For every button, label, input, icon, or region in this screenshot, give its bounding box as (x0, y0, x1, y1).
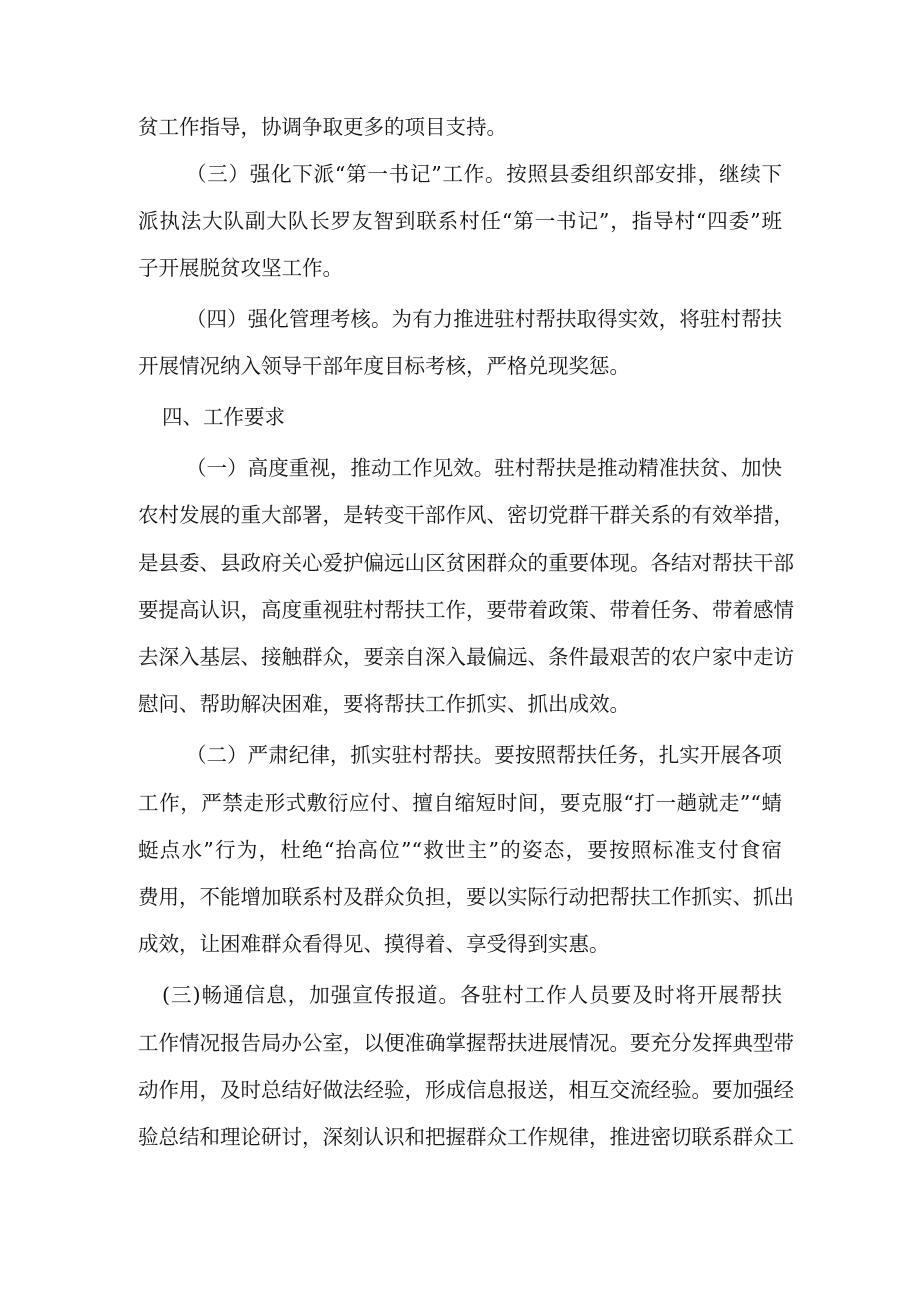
text-line: （三）强化下派“第一书记”工作。按照县委组织部安排，继续下 (186, 162, 782, 186)
text-line: 农村发展的重大部署，是转变干部作风、密切党群干群关系的有效举措， (138, 503, 794, 527)
section-heading: 四、工作要求 (162, 405, 285, 429)
text-line: （二）严肃纪律，抓实驻村帮扶。要按照帮扶任务，扎实开展各项 (186, 743, 782, 767)
text-line: 贫工作指导，协调争取更多的项目支持。 (138, 115, 507, 139)
text-line: （一）高度重视，推动工作见效。驻村帮扶是推动精准扶贫、加快 (186, 456, 782, 480)
text-line: 工作情况报告局办公室，以便准确掌握帮扶进展情况。要充分发挥典型带 (138, 1031, 794, 1055)
text-line: 开展情况纳入领导干部年度目标考核，严格兑现奖惩。 (138, 354, 630, 378)
text-line: 验总结和理论研讨，深刻认识和把握群众工作规律，推进密切联系群众工 (138, 1125, 794, 1149)
text-line: 成效，让困难群众看得见、摸得着、享受得到实惠。 (138, 932, 610, 956)
text-line: 动作用，及时总结好做法经验，形成信息报送，相互交流经验。要加强经 (138, 1078, 794, 1102)
text-line: 是县委、县政府关心爱护偏远山区贫困群众的重要体现。各结对帮扶干部 (138, 551, 794, 575)
text-line: (三)畅通信息，加强宣传报道。各驻村工作人员要及时将开展帮扶 (162, 983, 782, 1007)
text-line: 工作，严禁走形式敷衍应付、擅自缩短时间，要克服“打一趟就走”“蜻 (138, 791, 782, 815)
text-line: 费用，不能增加联系村及群众负担，要以实际行动把帮扶工作抓实、抓出 (138, 885, 794, 909)
text-line: （四）强化管理考核。为有力推进驻村帮扶取得实效，将驻村帮扶 (186, 307, 782, 331)
text-line: 派执法大队副大队长罗友智到联系村任“第一书记”，指导村“四委”班 (138, 209, 782, 233)
text-line: 子开展脱贫攻坚工作。 (138, 256, 343, 280)
text-line: 慰问、帮助解决困难，要将帮扶工作抓实、抓出成效。 (138, 692, 630, 716)
text-line: 去深入基层、接触群众，要亲自深入最偏远、条件最艰苦的农户家中走访 (138, 645, 794, 669)
text-line: 要提高认识，高度重视驻村帮扶工作，要带着政策、带着任务、带着感情 (138, 598, 794, 622)
text-line: 蜓点水”行为，杜绝“抬高位”“救世主”的姿态，要按照标准支付食宿 (138, 838, 782, 862)
